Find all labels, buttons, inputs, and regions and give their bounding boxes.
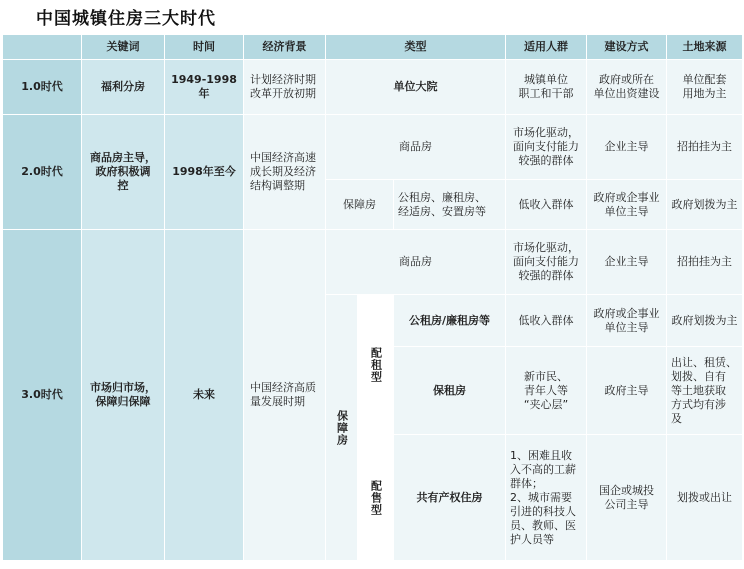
era1-time: 1949-1998年 xyxy=(165,60,244,115)
era2-group-2: 低收入群体 xyxy=(506,180,587,230)
header-keyword: 关键词 xyxy=(82,35,165,60)
era3-sale-land-1: 划拨或出让 xyxy=(667,435,743,561)
era3-rent-type-2: 保租房 xyxy=(394,347,506,435)
era3-row-1 xyxy=(3,230,743,295)
era1-group-text: 城镇单位 职工和干部 xyxy=(518,73,574,100)
era2-time: 1998年至今 xyxy=(165,115,244,230)
era3-sale-label: 配售型 xyxy=(358,435,394,561)
era2-group-1-text: 市场化驱动， 面向支付能力 较强的群体 xyxy=(513,126,580,167)
era3-land-1: 招拍挂为主 xyxy=(667,230,743,295)
era2-method-2 xyxy=(587,180,667,230)
era3-sale-method-1 xyxy=(587,435,667,561)
housing-eras-table xyxy=(2,34,743,561)
header-row xyxy=(3,35,743,60)
era2-label: 2.0时代 xyxy=(3,115,82,230)
era3-rent-land-2-text: 出让、租赁、 划拨、自有 等土地获取 方式均有涉 及 xyxy=(671,355,738,425)
header-economy: 经济背景 xyxy=(244,35,326,60)
header-land: 土地来源 xyxy=(667,35,743,60)
era1-land xyxy=(667,60,743,115)
era1-land-text: 单位配套 用地为主 xyxy=(682,73,727,100)
era3-time: 未来 xyxy=(165,230,244,561)
era3-rent-label: 配租型 xyxy=(358,295,394,435)
era2-method-2-text: 政府或企事业 单位主导 xyxy=(593,190,660,218)
era3-rent-land-2 xyxy=(667,347,743,435)
era3-rent-land-1: 政府划拨为主 xyxy=(667,295,743,347)
era1-economy-text: 计划经济时期 改革开放初期 xyxy=(250,73,316,100)
era2-category: 保障房 xyxy=(326,180,394,230)
header-method: 建设方式 xyxy=(587,35,667,60)
header-time: 时间 xyxy=(165,35,244,60)
era3-label: 3.0时代 xyxy=(3,230,82,561)
era2-economy-text: 中国经济高速 成长期及经济 结构调整期 xyxy=(250,151,316,192)
era1-type: 单位大院 xyxy=(326,60,506,115)
era3-sale-method-1-text: 国企或城投 公司主导 xyxy=(599,483,655,511)
era2-type-2-text: 公租房、廉租房、 经适房、安置房等 xyxy=(398,190,486,218)
era3-rent-method-1-text: 政府或企事业 单位主导 xyxy=(593,306,660,334)
era2-keyword xyxy=(82,115,165,230)
era3-rent-method-2: 政府主导 xyxy=(587,347,667,435)
era3-group-1 xyxy=(506,230,587,295)
era3-rent-group-2 xyxy=(506,347,587,435)
era3-method-1: 企业主导 xyxy=(587,230,667,295)
era3-rent-type-1: 公租房/廉租房等 xyxy=(394,295,506,347)
era1-group xyxy=(506,60,587,115)
era3-sale-type-1: 共有产权住房 xyxy=(394,435,506,561)
era3-type-1: 商品房 xyxy=(326,230,506,295)
era2-method-1: 企业主导 xyxy=(587,115,667,180)
era1-row xyxy=(3,60,743,115)
era2-row-1 xyxy=(3,115,743,180)
header-blank xyxy=(3,35,82,60)
era3-group-1-text: 市场化驱动， 面向支付能力 较强的群体 xyxy=(513,241,580,282)
era2-economy xyxy=(244,115,326,230)
header-group: 适用人群 xyxy=(506,35,587,60)
page-title: 中国城镇住房三大时代 xyxy=(36,9,216,29)
era2-keyword-text: 商品房主导， 政府积极调 控 xyxy=(90,151,156,192)
era1-keyword: 福利分房 xyxy=(82,60,165,115)
era3-keyword-text: 市场归市场， 保障归保障 xyxy=(90,381,156,408)
era3-rent-method-1 xyxy=(587,295,667,347)
era2-type-1: 商品房 xyxy=(326,115,506,180)
header-type: 类型 xyxy=(326,35,506,60)
era3-rent-group-1: 低收入群体 xyxy=(506,295,587,347)
era2-type-2 xyxy=(394,180,506,230)
era2-group-1 xyxy=(506,115,587,180)
era1-method xyxy=(587,60,667,115)
era3-economy xyxy=(244,230,326,561)
era2-land-2: 政府划拨为主 xyxy=(667,180,743,230)
era1-label: 1.0时代 xyxy=(3,60,82,115)
era3-economy-text: 中国经济高质 量发展时期 xyxy=(250,381,316,408)
era1-economy xyxy=(244,60,326,115)
era3-sale-group-1 xyxy=(506,435,587,561)
era1-method-text: 政府或所在 单位出资建设 xyxy=(593,73,660,100)
era3-rent-group-2-text: 新市民、 青年人等 “夹心层” xyxy=(523,369,569,411)
era3-keyword xyxy=(82,230,165,561)
era3-category: 保障房 xyxy=(326,295,358,561)
era2-land-1: 招拍挂为主 xyxy=(667,115,743,180)
era3-sale-group-1-text: 1、困难且收 入不高的工薪 群体； 2、城市需要 引进的科技人 员、教师、医 护人员等 xyxy=(510,448,577,546)
